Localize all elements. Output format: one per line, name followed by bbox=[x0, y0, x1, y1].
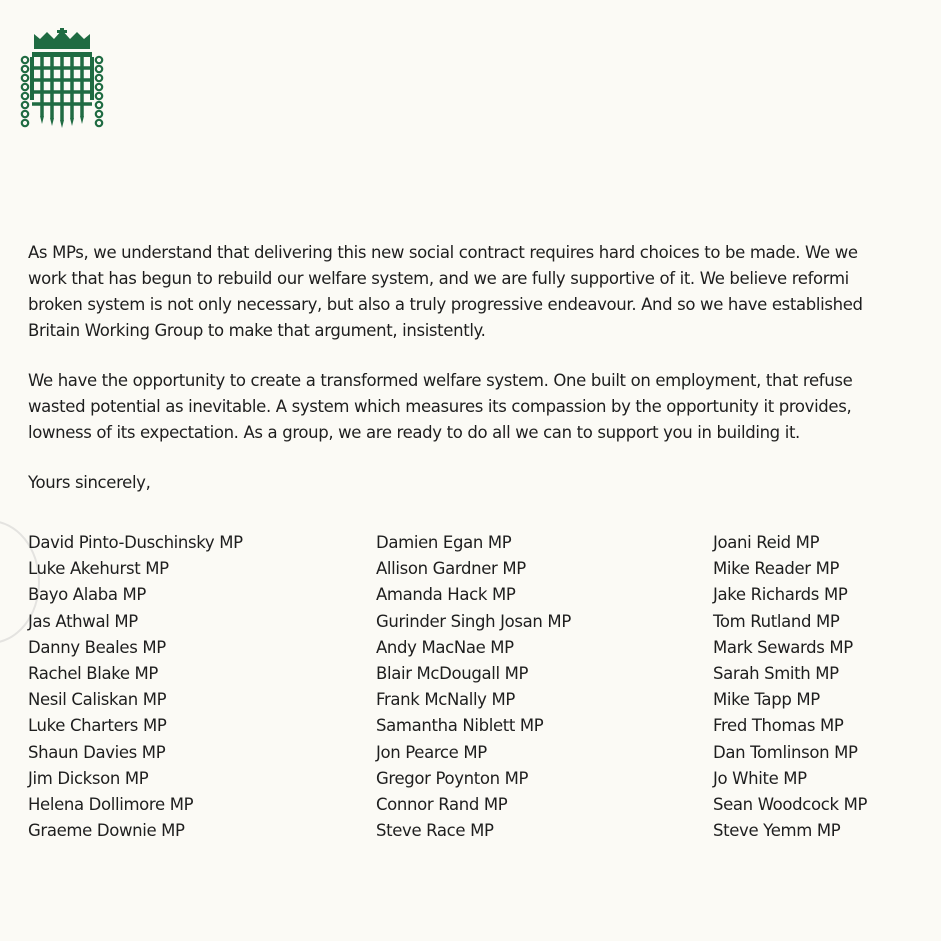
paragraph-line: We have the opportunity to create a transformed welfare system. One built on employment, that refuse bbox=[28, 371, 853, 390]
signatory-name: Steve Yemm MP bbox=[713, 821, 841, 841]
signatory-name: David Pinto-Duschinsky MP bbox=[28, 533, 243, 552]
signatory-name: Jim Dickson MP bbox=[28, 768, 149, 788]
signatory-name: Sean Woodcock MP bbox=[713, 794, 868, 814]
signatory-name: Luke Charters MP bbox=[28, 716, 167, 736]
signatory-name: Steve Race MP bbox=[376, 821, 494, 841]
paragraph-1 bbox=[28, 240, 863, 344]
signatory-name: Mike Reader MP bbox=[713, 559, 840, 579]
paragraph-line: work that has begun to rebuild our welfare system, and we are fully supportive of it. We believe reformi bbox=[28, 269, 849, 288]
signatory-name: Mike Tapp MP bbox=[713, 690, 820, 710]
signatory-name: Joani Reid MP bbox=[713, 533, 820, 552]
signatory-name: Bayo Alaba MP bbox=[28, 585, 146, 605]
signatory-name: Amanda Hack MP bbox=[376, 585, 516, 605]
signatory-name: Frank McNally MP bbox=[376, 690, 515, 710]
paragraph-2 bbox=[28, 368, 863, 446]
portcullis-crest-icon bbox=[20, 28, 104, 128]
signatory-name: Gurinder Singh Josan MP bbox=[376, 611, 571, 631]
signatory-name: Fred Thomas MP bbox=[713, 716, 844, 736]
signatory-name: Nesil Caliskan MP bbox=[28, 690, 167, 710]
signatory-name: Rachel Blake MP bbox=[28, 663, 159, 683]
signatory-name: Samantha Niblett MP bbox=[376, 716, 544, 736]
signatory-name: Damien Egan MP bbox=[376, 533, 512, 552]
signatory-name: Sarah Smith MP bbox=[713, 663, 839, 683]
signatories-column-3 bbox=[713, 530, 867, 844]
closing-salutation: Yours sincerely, bbox=[28, 473, 151, 492]
signatory-name: Shaun Davies MP bbox=[28, 742, 166, 762]
paragraph-line: lowness of its expectation. As a group, we are ready to do all we can to support you in building it. bbox=[28, 423, 800, 442]
signatory-name: Jas Athwal MP bbox=[28, 611, 138, 631]
signatory-name: Connor Rand MP bbox=[376, 794, 508, 814]
signatories-column-2 bbox=[376, 530, 571, 844]
signatory-name: Dan Tomlinson MP bbox=[713, 742, 858, 762]
signatories-column-1 bbox=[28, 530, 243, 844]
paragraph-line: Britain Working Group to make that argument, insistently. bbox=[28, 321, 486, 340]
signatory-name: Blair McDougall MP bbox=[376, 663, 529, 683]
signatory-name: Tom Rutland MP bbox=[713, 611, 840, 631]
signatory-name: Jon Pearce MP bbox=[376, 742, 487, 762]
signatory-name: Allison Gardner MP bbox=[376, 559, 526, 579]
signatory-name: Gregor Poynton MP bbox=[376, 768, 529, 788]
signatory-name: Jake Richards MP bbox=[713, 585, 848, 605]
signatory-name: Graeme Downie MP bbox=[28, 821, 185, 841]
paragraph-line: broken system is not only necessary, but also a truly progressive endeavour. And so we have established bbox=[28, 295, 863, 314]
letter-body bbox=[28, 240, 863, 516]
paragraph-line: As MPs, we understand that delivering this new social contract requires hard choices to be made. We we bbox=[28, 243, 858, 262]
signatory-name: Andy MacNae MP bbox=[376, 637, 514, 657]
signatory-name: Danny Beales MP bbox=[28, 637, 166, 657]
signatory-name: Mark Sewards MP bbox=[713, 637, 853, 657]
signatory-name: Luke Akehurst MP bbox=[28, 559, 169, 579]
paragraph-line: wasted potential as inevitable. A system which measures its compassion by the opportunity it provides, bbox=[28, 397, 852, 416]
signatory-name: Helena Dollimore MP bbox=[28, 794, 194, 814]
signatory-name: Jo White MP bbox=[713, 768, 807, 788]
